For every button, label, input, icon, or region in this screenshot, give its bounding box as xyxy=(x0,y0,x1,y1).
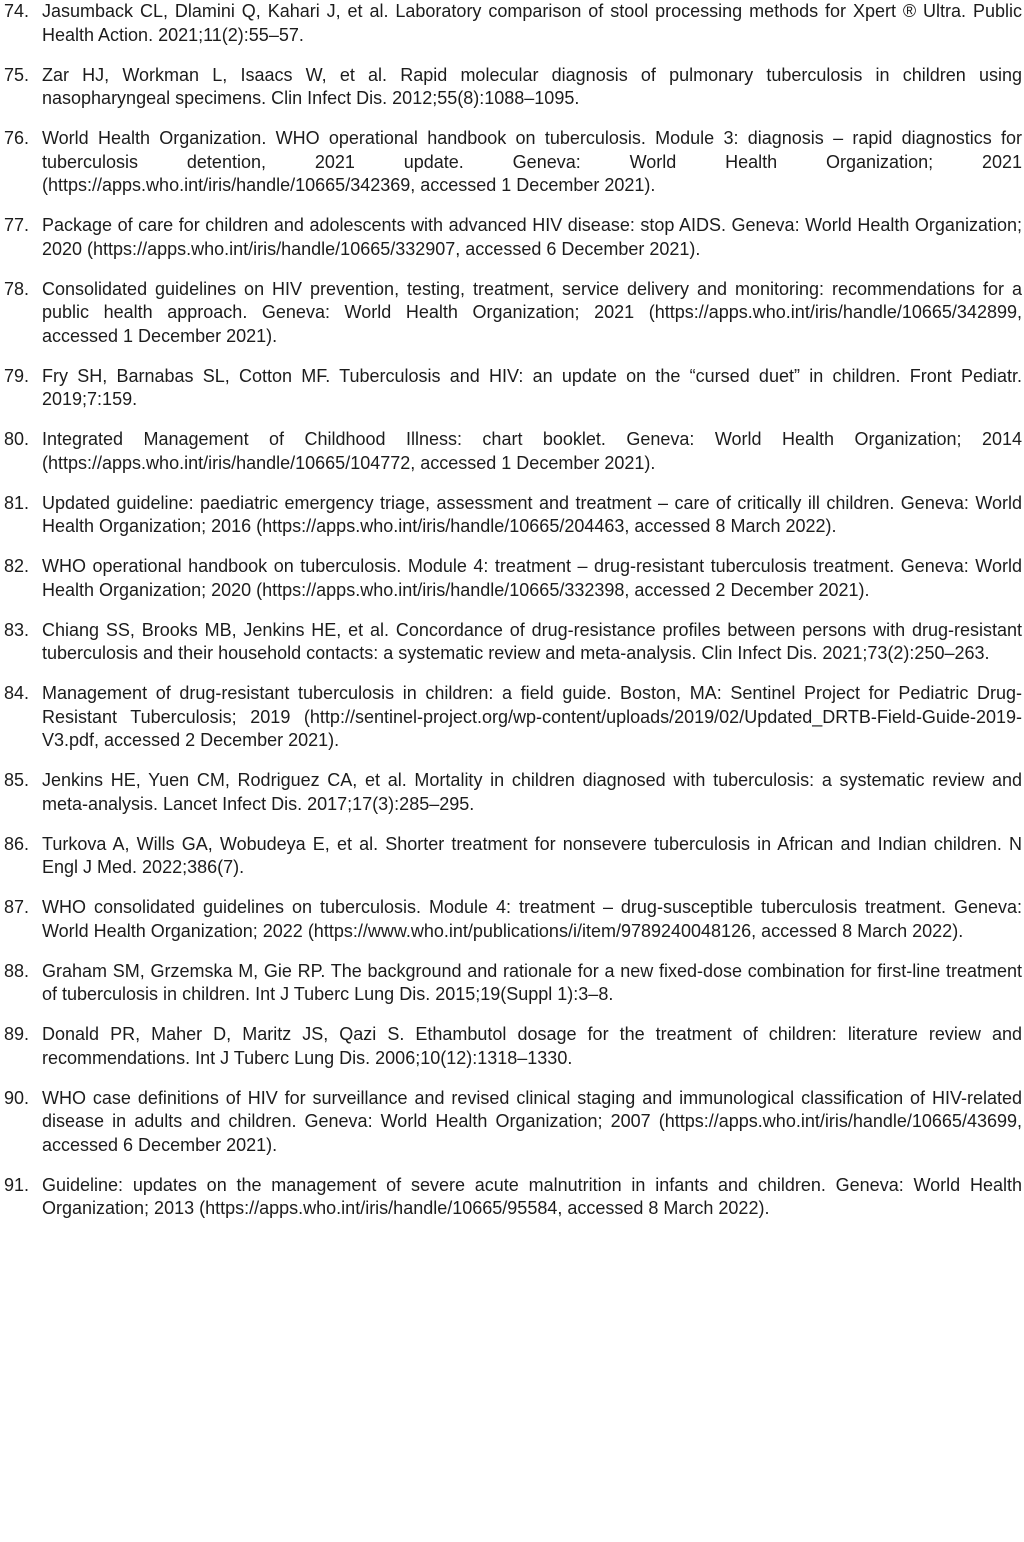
reference-text: Management of drug-resistant tuberculosis in children: a field guide. Boston, MA: Sentinel Project for Pediatric Drug-Resistant Tuberculosis; 2019 (http://sentinel-project.org/wp-content/uploads/2019/02/Updated_DRTB-Field-Guide-2019-V3.pdf, accessed 2 December 2021). xyxy=(42,683,1022,750)
reference-item xyxy=(4,555,1022,602)
reference-number: 75. xyxy=(4,64,30,85)
reference-number: 83. xyxy=(4,619,30,640)
reference-text: WHO case definitions of HIV for surveillance and revised clinical staging and immunological classification of HIV-related disease in adults and children. Geneva: World Health Organization; 2007 (https://apps.who.int/iris/handle/10665/43699, accessed 6 December 2021). xyxy=(42,1087,1022,1155)
reference-text: WHO consolidated guidelines on tuberculosis. Module 4: treatment – drug-susceptible tuberculosis treatment. Geneva: World Health Organization; 2022 (https://www.who.int/publications/i/item/9789240048126, accessed 8 March 2022). xyxy=(42,897,1022,941)
reference-item xyxy=(4,1087,1022,1158)
reference-item xyxy=(4,960,1022,1007)
reference-number: 79. xyxy=(4,365,30,386)
reference-item xyxy=(4,365,1022,412)
reference-item xyxy=(4,428,1022,475)
reference-item xyxy=(4,833,1022,880)
reference-item xyxy=(4,492,1022,539)
reference-text: Zar HJ, Workman L, Isaacs W, et al. Rapid molecular diagnosis of pulmonary tuberculosis in children using nasopharyngeal specimens. Clin Infect Dis. 2012;55(8):1088–1095. xyxy=(42,64,1022,108)
reference-text: Jenkins HE, Yuen CM, Rodriguez CA, et al. Mortality in children diagnosed with tuberculosis: a systematic review and meta-analysis. Lancet Infect Dis. 2017;17(3):285–295. xyxy=(42,770,1022,814)
reference-number: 77. xyxy=(4,215,30,235)
reference-number: 89. xyxy=(4,1024,30,1044)
reference-item xyxy=(4,1023,1022,1070)
reference-number: 78. xyxy=(4,278,30,299)
reference-number: 81. xyxy=(4,492,30,513)
reference-number: 86. xyxy=(4,833,30,854)
reference-text: World Health Organization. WHO operational handbook on tuberculosis. Module 3: diagnosis – rapid diagnostics for tuberculosis detention, 2021 update. Geneva: World Health Organization; 2021 (https://apps.who.int/iris/handle/10665/342369, accessed 1 December 2021). xyxy=(42,128,1022,195)
reference-text: Chiang SS, Brooks MB, Jenkins HE, et al. Concordance of drug-resistance profiles between persons with drug-resistant tuberculosis and their household contacts: a systematic review and meta-analysis. Clin Infect Dis. 2021;73(2):250–263. xyxy=(42,619,1022,663)
reference-text: Guideline: updates on the management of severe acute malnutrition in infants and children. Geneva: World Health Organization; 2013 (https://apps.who.int/iris/handle/10665/95584, accessed 8 March 2022). xyxy=(42,1174,1022,1218)
reference-item xyxy=(4,896,1022,943)
reference-text: Donald PR, Maher D, Maritz JS, Qazi S. Ethambutol dosage for the treatment of children: literature review and recommendations. Int J Tuberc Lung Dis. 2006;10(12):1318–1330. xyxy=(42,1024,1022,1068)
reference-text: Consolidated guidelines on HIV prevention, testing, treatment, service delivery and monitoring: recommendations for a public health approach. Geneva: World Health Organization; 2021 (https://apps.who.int/iris/handle/10665/342899, accessed 1 December 2021). xyxy=(42,278,1022,346)
reference-item xyxy=(4,1174,1022,1221)
reference-text: Jasumback CL, Dlamini Q, Kahari J, et al. Laboratory comparison of stool processing methods for Xpert ® Ultra. Public Health Action. 2021;11(2):55–57. xyxy=(42,1,1022,45)
reference-number: 90. xyxy=(4,1087,30,1108)
reference-text: WHO operational handbook on tuberculosis. Module 4: treatment – drug-resistant tuberculosis treatment. Geneva: World Health Organization; 2020 (https://apps.who.int/iris/handle/10665/332398, accessed 2 December 2021). xyxy=(42,556,1022,600)
reference-text: Package of care for children and adolescents with advanced HIV disease: stop AIDS. Geneva: World Health Organization; 2020 (https://apps.who.int/iris/handle/10665/332907, accessed 6 December 2021). xyxy=(42,215,1022,259)
reference-number: 88. xyxy=(4,960,30,981)
reference-number: 82. xyxy=(4,556,30,576)
reference-number: 74. xyxy=(4,1,30,21)
reference-list xyxy=(4,0,1022,1237)
reference-number: 91. xyxy=(4,1174,30,1195)
reference-item xyxy=(4,0,1022,47)
reference-number: 85. xyxy=(4,770,30,790)
reference-text: Fry SH, Barnabas SL, Cotton MF. Tuberculosis and HIV: an update on the “cursed duet” in children. Front Pediatr. 2019;7:159. xyxy=(42,365,1022,409)
reference-item xyxy=(4,769,1022,816)
reference-item xyxy=(4,682,1022,753)
reference-text: Graham SM, Grzemska M, Gie RP. The background and rationale for a new fixed-dose combination for first-line treatment of tuberculosis in children. Int J Tuberc Lung Dis. 2015;19(Suppl 1):3–8. xyxy=(42,960,1022,1004)
reference-item xyxy=(4,127,1022,198)
reference-number: 84. xyxy=(4,683,30,703)
reference-text: Updated guideline: paediatric emergency triage, assessment and treatment – care of critically ill children. Geneva: World Health Organization; 2016 (https://apps.who.int/iris/handle/10665/204463, accessed 8 March 2022). xyxy=(42,492,1022,536)
reference-text: Turkova A, Wills GA, Wobudeya E, et al. Shorter treatment for nonsevere tuberculosis in African and Indian children. N Engl J Med. 2022;386(7). xyxy=(42,833,1022,877)
reference-item xyxy=(4,64,1022,111)
reference-text: Integrated Management of Childhood Illness: chart booklet. Geneva: World Health Organization; 2014 (https://apps.who.int/iris/handle/10665/104772, accessed 1 December 2021). xyxy=(42,429,1022,473)
reference-item xyxy=(4,278,1022,349)
reference-number: 76. xyxy=(4,128,30,148)
reference-item xyxy=(4,619,1022,666)
reference-item xyxy=(4,214,1022,261)
reference-number: 87. xyxy=(4,897,30,917)
reference-number: 80. xyxy=(4,429,30,449)
